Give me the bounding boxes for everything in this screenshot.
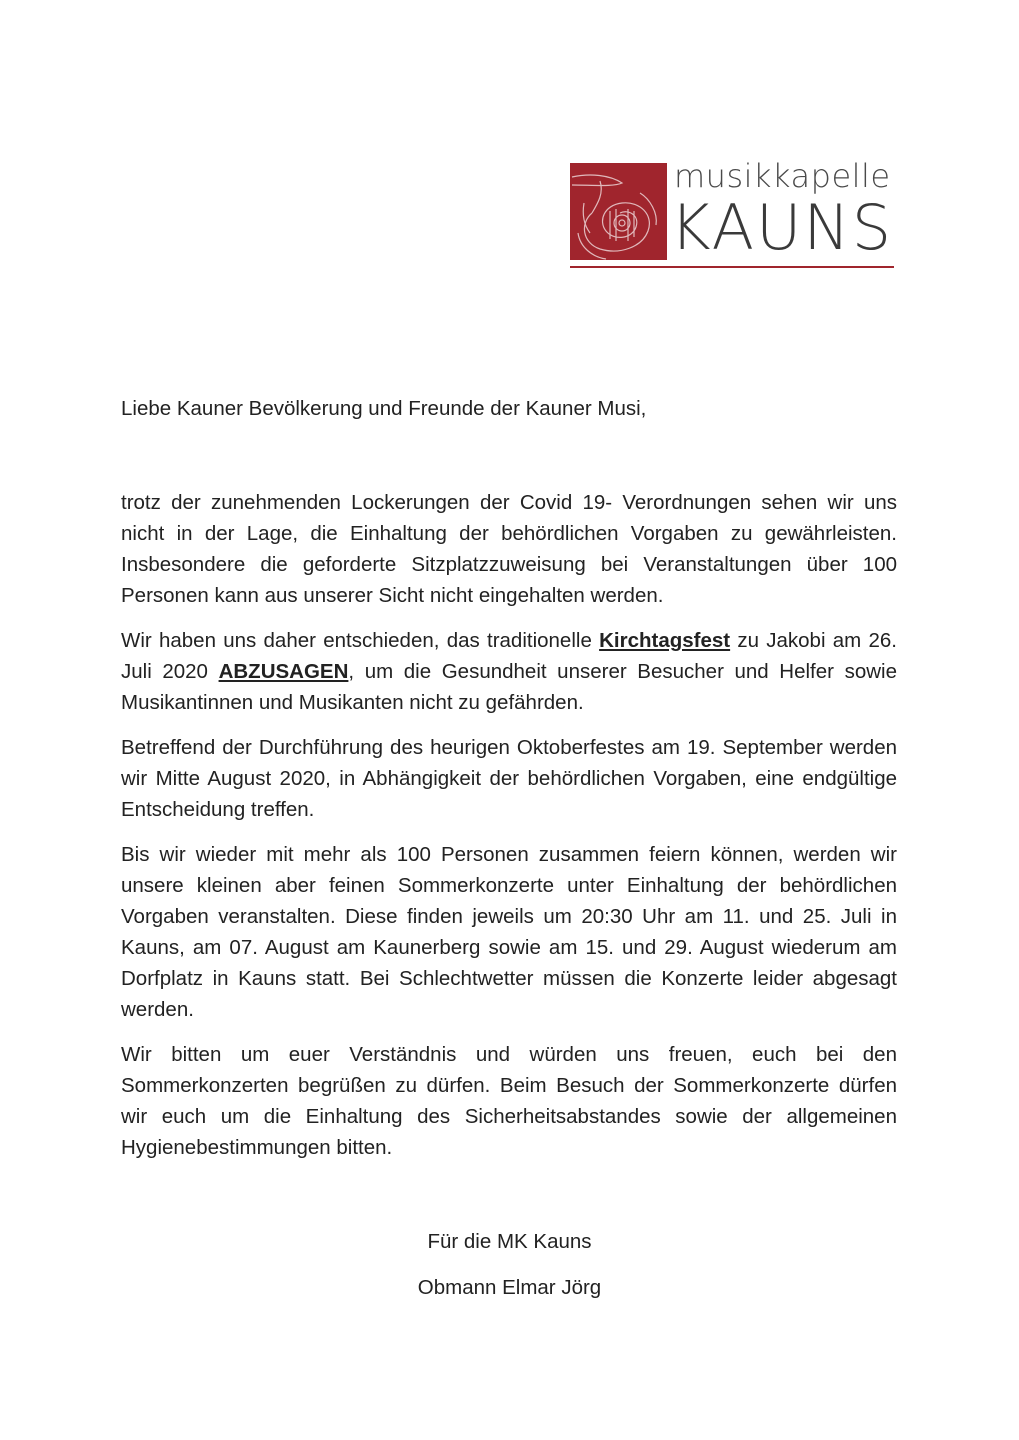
paragraph-text: zu Jakobi am 26. Juli 2020 [121,629,897,683]
paragraph-text: Wir haben uns daher entschieden, das traditionelle [121,629,600,652]
logo-emblem [570,163,667,260]
salutation: Liebe Kauner Bevölkerung und Freunde der Kauner Musi, [121,397,647,420]
paragraph-text: , um die Gesundheit unserer Besucher und Helfer sowie Musikantinnen und Musikanten nicht zu gefährden. [121,660,897,714]
paragraph-covid-rules: trotz der zunehmenden Lockerungen der Covid 19- Verordnungen sehen wir uns nicht in der Lage, die Einhaltung der behördlichen Vorgaben zu gewährleisten. Insbesondere die geforderte Sitzplatzzuweisung bei Veranstaltungen über 100 Personen kann aus unserer Sicht nicht eingehalten werden. [121,491,897,607]
highlight-abzusagen: ABZUSAGEN [218,660,349,683]
paragraph-thanks: Wir bitten um euer Verständnis und würden uns freuen, euch bei den Sommerkonzerten begrüßen zu dürfen. Beim Besuch der Sommerkonzerte dürfen wir euch um die Einhaltung des Sicherheitsabstandes sowie der allgemeinen Hygienebestimmungen bitten. [121,1043,897,1159]
closing-line: Für die MK Kauns [427,1230,592,1253]
letter-body [121,393,897,1163]
paragraph-kirchtagsfest-cancelled [121,625,897,718]
french-horn-icon [570,163,667,260]
paragraph-oktoberfest: Betreffend der Durchführung des heurigen Oktoberfestes am 19. September werden wir Mitte August 2020, in Abhängigkeit der behördlichen Vorgaben, eine endgültige Entscheidung treffen. [121,736,897,821]
logo-wordmark-main: KAUNS [670,191,894,264]
paragraph-sommerkonzerte: Bis wir wieder mit mehr als 100 Personen zusammen feiern können, werden wir unsere kleinen aber feinen Sommerkonzerte unter Einhaltung der behördlichen Vorgaben veranstalten. Diese finden jeweils um 20:30 Uhr am 11. und 25. Juli in Kauns, am 07. August am Kaunerberg sowie am 15. und 29. August wiederum am Dorfplatz in Kauns statt. Bei Schlechtwetter müssen die Konzerte leider abgesagt werden. [121,843,897,1021]
highlight-kirchtagsfest: Kirchtagsfest [599,629,731,652]
logo-underline [570,266,894,268]
logo-wordmark-top: musikkapelle [674,157,891,195]
signature-name: Obmann Elmar Jörg [417,1276,602,1299]
musikkapelle-kauns-logo [570,157,894,270]
